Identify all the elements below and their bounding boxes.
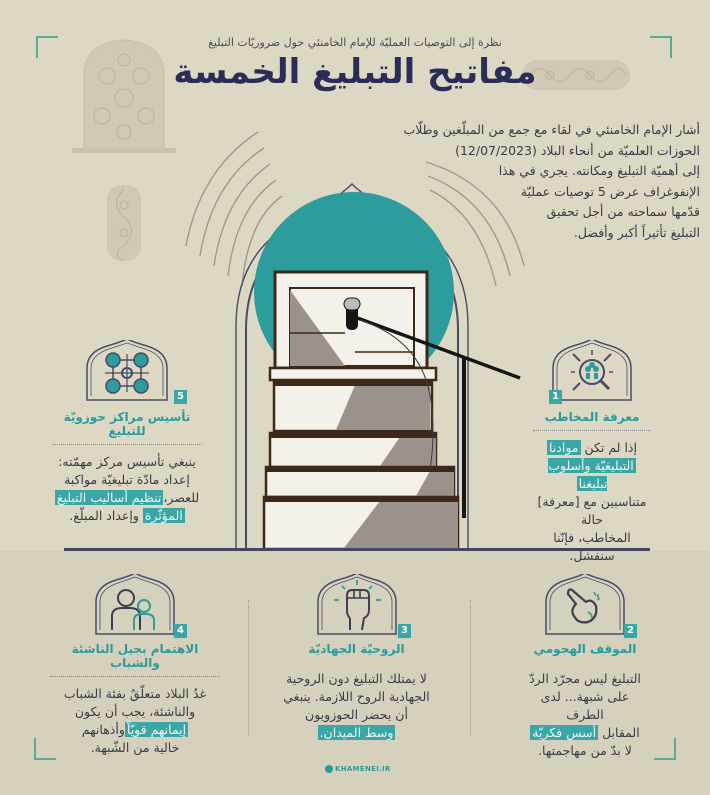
feature-highlight: أسس فكريّة [532, 725, 597, 740]
feature-highlight: المؤثّرة [144, 508, 183, 523]
intro-line: أشار الإمام الخامنئي في لقاء مع جمع من المبلّغين وطلّاب [403, 122, 700, 137]
feature-highlight: تنظيم أساليب التبليغ [56, 490, 162, 505]
feature-number-badge: 3 [398, 624, 411, 638]
feature-card-4 [50, 574, 220, 757]
feature-highlight: التبليغيّة وأسلوب تبليغنا [548, 458, 634, 491]
site-logo [325, 765, 391, 773]
feature-text: والناشئة، يجب أن يكون [74, 704, 196, 719]
intro-line: إلى أهميّة التبليغ ومكانته. يجري في هذا [498, 163, 700, 178]
feature-highlight: إيمانهم قويّاً [126, 722, 187, 737]
feature-title: الاهتمام بجيل الناشئة والشباب [50, 642, 220, 677]
feature-body [50, 685, 220, 757]
feature-number-badge: 5 [174, 390, 187, 404]
feature-text: إعداد مادّة تبليغيّة مواكبة [64, 472, 190, 487]
pointing-hand-icon [542, 574, 628, 636]
feature-highlight: موادنا [549, 440, 579, 455]
page-subtitle: نظرة إلى التوصيات العمليّة للإمام الخامنئي حول ضروريّات التبليغ [208, 36, 502, 49]
feature-highlight: وسط الميدان. [319, 725, 394, 740]
feature-text: خالية من الشّبهة. [90, 740, 180, 755]
feature-text: الجهادية الروح اللازمة. ينبغي [283, 689, 430, 704]
intro-line: قدّمها سماحته من أجل تحقيق [546, 204, 700, 219]
column-divider [248, 600, 249, 736]
feature-card-3 [274, 574, 439, 742]
feature-text: ينبغي تأسيس مركز مهمّته: [58, 454, 196, 469]
intro-line: الحوزات العلميّة من أنحاء البلاد (12/07/2023) [455, 142, 700, 158]
feature-text: وإعداد المبلّغ. [69, 508, 139, 523]
corner-bracket-bottom-right [654, 738, 676, 760]
feature-text: أن يحضر الحوزويون [305, 707, 408, 722]
feature-text: التبليغ ليس مجرّد الردّ [529, 671, 641, 686]
feature-text: لا يمتلك التبليغ دون الروحية [286, 671, 427, 686]
raised-fist-icon [314, 574, 400, 636]
intro-line: التبليغ تأثيراً أكبر وأفضل. [573, 224, 700, 240]
feature-text: لا بدّ من مهاجمتها. [538, 743, 632, 758]
feature-text: وأذهانهم [81, 722, 125, 737]
feature-text: على شبهة... لدى الطرف [540, 689, 630, 722]
feature-title: معرفة المخاطب [533, 410, 651, 431]
feature-text: إذا لم تكن [584, 440, 637, 455]
feature-body [520, 670, 650, 760]
feature-text: غدُ البلاد متعلّقٌ بفئة الشباب [63, 686, 207, 701]
feature-number-badge: 4 [174, 624, 187, 638]
feature-title: الموقف الهجومي [533, 642, 637, 656]
feature-title: الروحيّة الجهاديّة [308, 642, 405, 656]
column-divider [470, 600, 471, 736]
feature-card-1 [533, 340, 651, 565]
feature-number-badge: 1 [549, 390, 562, 404]
feature-text: للعصر، [163, 490, 200, 505]
feature-number-badge: 2 [624, 624, 637, 638]
youth-people-icon [92, 574, 178, 636]
feature-body [533, 439, 651, 565]
feature-body [52, 453, 202, 525]
feature-body [274, 670, 439, 742]
feature-title: تأسيس مراكز حوزويّة للتبليغ [52, 410, 202, 445]
page-title: مفاتيح التبليغ الخمسة [173, 52, 537, 92]
feature-card-5 [52, 340, 202, 525]
feature-card-2 [520, 574, 650, 760]
feature-text: المقابل [602, 725, 640, 740]
network-centers-icon [79, 340, 175, 402]
logo-text: KHAMENEI.IR [335, 765, 391, 773]
feature-text: المخاطب، فإنّنا سنفشل. [553, 530, 631, 563]
feature-text: متناسبين مع [معرفة] حالة [537, 494, 647, 527]
logo-emblem-icon [325, 765, 333, 773]
intro-line: الإنفوغراف عرض 5 توصيات عمليّة [520, 183, 700, 199]
